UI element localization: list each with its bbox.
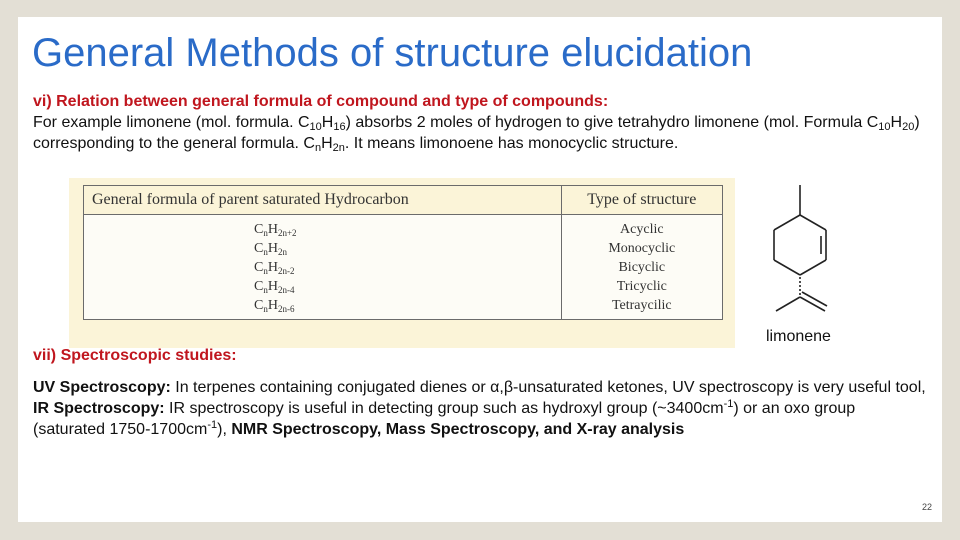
text-segment: ), <box>217 421 232 438</box>
section-7-heading: vii) Spectroscopic studies: <box>33 347 237 364</box>
ring-bond <box>800 215 826 230</box>
carbon-symbol: C <box>254 278 264 294</box>
limonene-paragraph <box>33 112 933 154</box>
vinyl-double-bond <box>802 292 827 306</box>
text-segment: H <box>890 114 903 131</box>
superscript: -1 <box>723 398 734 410</box>
header-type: Type of structure <box>561 186 722 215</box>
ir-label: IR Spectroscopy: <box>33 400 165 417</box>
text-segment: H <box>321 114 334 131</box>
subscript: 2n-4 <box>277 284 295 295</box>
hydrogen-symbol: H <box>267 297 278 313</box>
subscript: 16 <box>333 121 346 133</box>
spectroscopy-paragraph <box>33 377 928 440</box>
type-item: Bicyclic <box>618 259 666 275</box>
hydrogen-symbol: H <box>267 278 278 294</box>
subscript: 20 <box>902 121 915 133</box>
page-number: 22 <box>921 502 932 512</box>
limonene-structure-diagram <box>759 182 847 317</box>
other-methods-label: NMR Spectroscopy, Mass Spectroscopy, and X-ray analysis <box>231 421 685 438</box>
text-segment: For example limonene (mol. formula. C <box>33 114 310 131</box>
uv-label: UV Spectroscopy: <box>33 379 171 396</box>
formula-table <box>83 185 723 320</box>
ring-bond <box>774 260 800 275</box>
subscript: n <box>263 303 268 314</box>
section-6-heading: vi) Relation between general formula of compound and type of compounds: <box>33 93 609 110</box>
text-segment: ) or an oxo group (saturated 1750-1700cm <box>33 400 856 438</box>
table-body-row <box>84 215 723 320</box>
ring-bond <box>774 215 800 230</box>
subscript: 2n-2 <box>277 265 295 276</box>
ring-bond <box>800 260 826 275</box>
formula-item <box>254 258 561 277</box>
type-item: Tricyclic <box>616 278 667 294</box>
text-segment: In terpenes containing conjugated dienes or α,β-unsaturated ketones, UV spectroscopy is very useful tool, <box>170 379 926 396</box>
slide <box>18 17 942 522</box>
type-item: Tetraycilic <box>611 297 672 313</box>
subscript: 10 <box>309 121 322 133</box>
text-segment: . It means limonoene has monocyclic structure. <box>344 135 679 152</box>
carbon-symbol: C <box>254 240 264 256</box>
subscript: 2n <box>277 246 287 257</box>
superscript: -1 <box>207 419 218 431</box>
carbon-symbol: C <box>254 297 264 313</box>
subscript: n <box>263 227 268 238</box>
subscript: n <box>263 265 268 276</box>
type-cell <box>561 215 722 320</box>
formula-item <box>254 220 561 239</box>
formula-item <box>254 239 561 258</box>
vinyl-double-bond <box>800 297 825 311</box>
formula-cell <box>84 215 562 320</box>
subscript: n <box>263 246 268 257</box>
type-item: Acyclic <box>620 221 664 237</box>
molecule-label: limonene <box>766 328 831 345</box>
subscript: 2n+2 <box>277 227 297 238</box>
subscript: 10 <box>878 121 891 133</box>
type-item: Monocyclic <box>608 240 676 256</box>
hydrogen-symbol: H <box>267 221 278 237</box>
slide-title: General Methods of structure elucidation <box>32 31 753 75</box>
formula-table-image <box>69 178 735 348</box>
hydrogen-symbol: H <box>267 240 278 256</box>
subscript: 2n <box>332 142 345 154</box>
table-header-row <box>84 186 723 215</box>
text-segment: H <box>321 135 333 152</box>
text-segment: ) corresponding to the general formula. C <box>33 114 920 152</box>
carbon-symbol: C <box>254 259 264 275</box>
subscript: n <box>263 284 268 295</box>
text-segment: ) absorbs 2 moles of hydrogen to give tetrahydro limonene (mol. Formula C <box>345 114 879 131</box>
subscript: 2n-6 <box>277 303 295 314</box>
header-formula: General formula of parent saturated Hydrocarbon <box>84 186 562 215</box>
subscript: n <box>314 142 322 154</box>
formula-item <box>254 277 561 296</box>
formula-item <box>254 296 561 315</box>
vinyl-bond <box>776 297 800 311</box>
carbon-symbol: C <box>254 221 264 237</box>
hydrogen-symbol: H <box>267 259 278 275</box>
text-segment: IR spectroscopy is useful in detecting group such as hydroxyl group (~3400cm <box>164 400 724 417</box>
